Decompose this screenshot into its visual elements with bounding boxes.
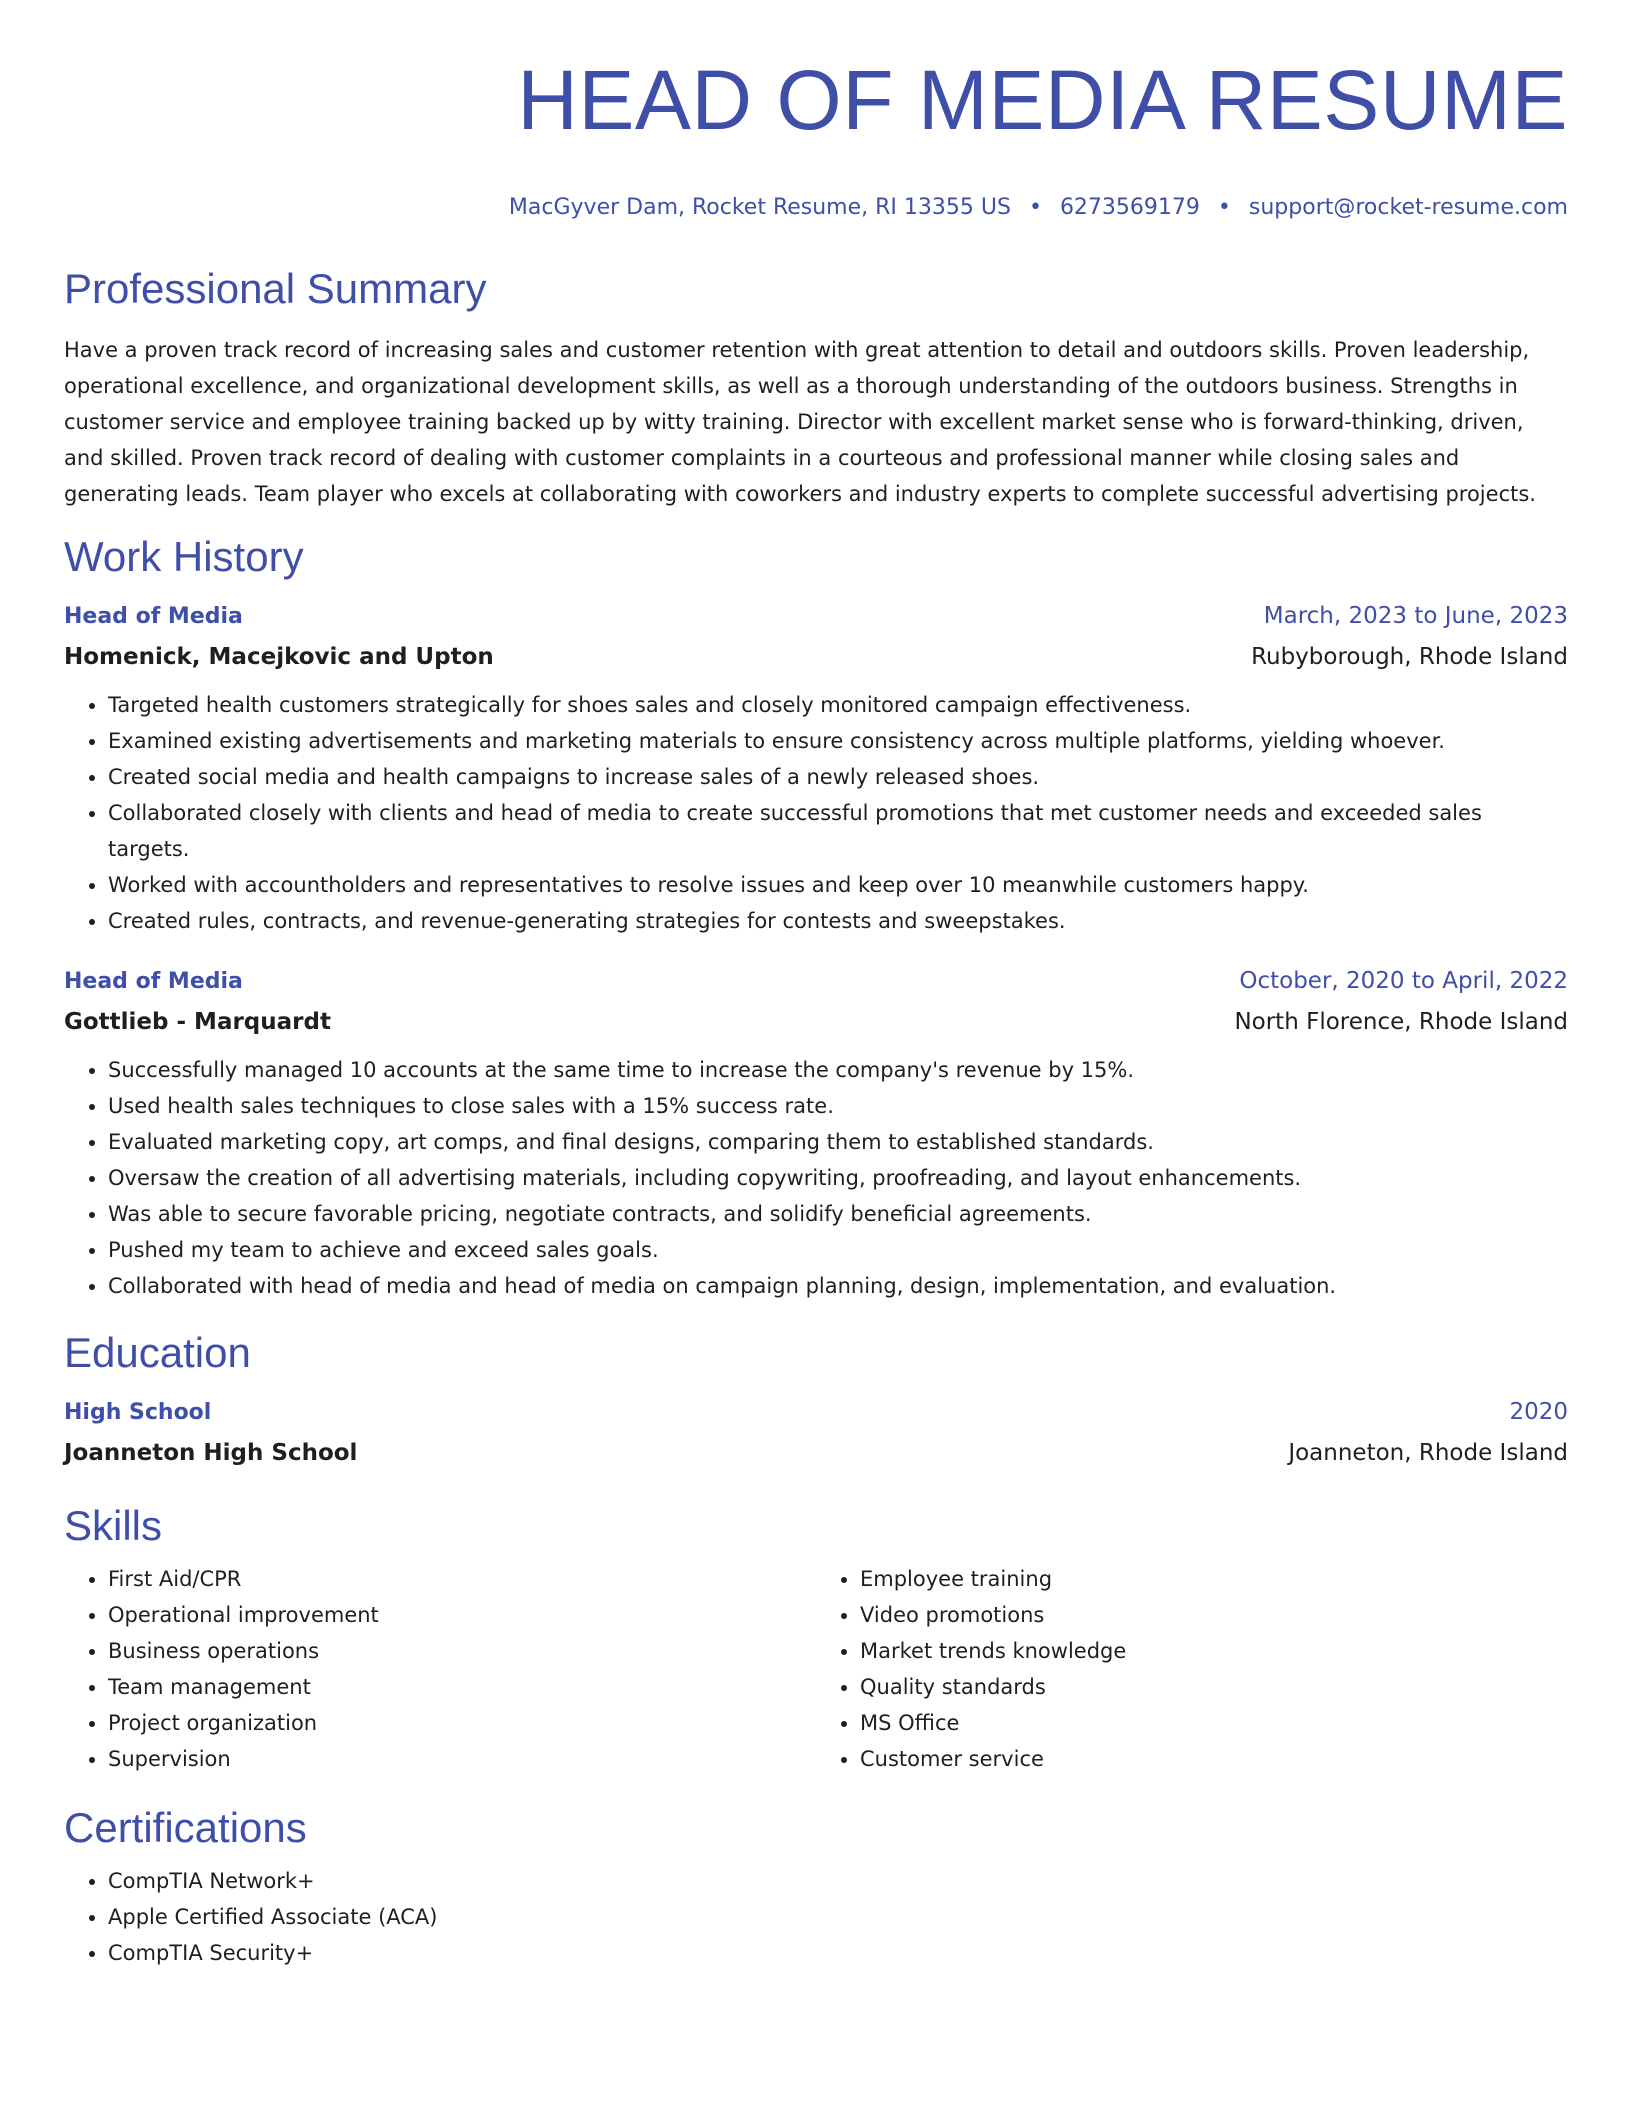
education-degree: High School	[64, 1400, 212, 1425]
job-title: Head of Media	[64, 969, 243, 994]
job-bullets	[64, 687, 1568, 939]
contact-email: support@rocket-resume.com	[1248, 195, 1568, 220]
skill-item: • Employee training	[860, 1561, 1568, 1597]
job-bullet: • Examined existing advertisements and marketing materials to ensure consistency across multiple platforms, yielding whoever.	[108, 723, 1568, 759]
job-location: North Florence, Rhode Island	[1234, 1009, 1568, 1035]
education-school: Joanneton High School	[64, 1440, 358, 1466]
skills-grid	[64, 1561, 1568, 1777]
skill-item: • Supervision	[108, 1741, 816, 1777]
certification-item: • Apple Certified Associate (ACA)	[108, 1899, 1568, 1935]
job-title: Head of Media	[64, 604, 243, 629]
contact-line	[64, 192, 1568, 224]
job-company-row	[64, 1002, 1568, 1042]
summary-heading: Professional Summary	[64, 265, 487, 312]
education-entry	[64, 1392, 1568, 1473]
certification-item: • CompTIA Security+	[108, 1935, 1568, 1971]
job-company-row	[64, 637, 1568, 677]
job-bullet: • Was able to secure favorable pricing, negotiate contracts, and solidify beneficial agreements.	[108, 1196, 1568, 1232]
skills-list	[816, 1561, 1568, 1777]
contact-separator: •	[1217, 195, 1231, 220]
skills-column-left	[64, 1561, 816, 1777]
job-dates: October, 2020 to April, 2022	[1239, 968, 1568, 994]
education-year: 2020	[1509, 1399, 1568, 1425]
skill-item: • MS Office	[860, 1705, 1568, 1741]
resume-title: HEAD OF MEDIA RESUME	[517, 53, 1568, 147]
job-company: Gottlieb - Marquardt	[64, 1009, 331, 1035]
job-location: Rubyborough, Rhode Island	[1251, 644, 1568, 670]
skill-item: • First Aid/CPR	[108, 1561, 816, 1597]
job-bullet: • Worked with accountholders and representatives to resolve issues and keep over 10 meanwhile customers happy.	[108, 867, 1568, 903]
skill-item: • Team management	[108, 1669, 816, 1705]
summary-text: Have a proven track record of increasing sales and customer retention with great attention to detail and outdoors skills. Proven leadership, operational excellence, and organizational development skills, as well as a thorough understanding of the outdoors business. Strengths in customer service and employee training backed up by witty training. Director with excellent market sense who is forward-thinking, driven, and skilled. Proven track record of dealing with customer complaints in a courteous and professional manner while closing sales and generating leads. Team player who excels at collaborating with coworkers and industry experts to complete successful advertising projects.	[64, 338, 1536, 506]
job-bullet: • Collaborated with head of media and head of media on campaign planning, design, implementation, and evaluation.	[108, 1268, 1568, 1304]
education-header-row	[64, 1392, 1568, 1433]
job-bullet: • Used health sales techniques to close sales with a 15% success rate.	[108, 1088, 1568, 1124]
skills-heading: Skills	[64, 1502, 163, 1549]
job-dates: March, 2023 to June, 2023	[1263, 603, 1568, 629]
job-company: Homenick, Macejkovic and Upton	[64, 644, 494, 670]
skill-item: • Customer service	[860, 1741, 1568, 1777]
job-bullets	[64, 1052, 1568, 1304]
skill-item: • Market trends knowledge	[860, 1633, 1568, 1669]
skill-item: • Operational improvement	[108, 1597, 816, 1633]
contact-address: MacGyver Dam, Rocket Resume, RI 13355 US	[508, 195, 1011, 220]
education-heading: Education	[64, 1329, 251, 1376]
work-history-heading: Work History	[64, 533, 304, 580]
job-bullet: • Successfully managed 10 accounts at the same time to increase the company's revenue by 15%.	[108, 1052, 1568, 1088]
job-header-row	[64, 596, 1568, 637]
skill-item: • Project organization	[108, 1705, 816, 1741]
certifications-list	[64, 1863, 1568, 1971]
certification-item: • CompTIA Network+	[108, 1863, 1568, 1899]
job-bullet: • Created rules, contracts, and revenue-generating strategies for contests and sweepstakes.	[108, 903, 1568, 939]
job-entry	[64, 961, 1568, 1304]
contact-phone: 6273569179	[1059, 195, 1200, 220]
job-bullet: • Created social media and health campaigns to increase sales of a newly released shoes.	[108, 759, 1568, 795]
job-bullet: • Collaborated closely with clients and head of media to create successful promotions that met customer needs and exceeded sales targets.	[108, 795, 1568, 867]
job-header-row	[64, 961, 1568, 1002]
job-bullet: • Oversaw the creation of all advertising materials, including copywriting, proofreading, and layout enhancements.	[108, 1160, 1568, 1196]
skills-list	[64, 1561, 816, 1777]
certifications-heading: Certifications	[64, 1804, 307, 1851]
job-bullet: • Evaluated marketing copy, art comps, and final designs, comparing them to established standards.	[108, 1124, 1568, 1160]
contact-separator: •	[1028, 195, 1042, 220]
job-bullet: • Pushed my team to achieve and exceed sales goals.	[108, 1232, 1568, 1268]
skill-item: • Video promotions	[860, 1597, 1568, 1633]
job-entry	[64, 596, 1568, 939]
skill-item: • Business operations	[108, 1633, 816, 1669]
skill-item: • Quality standards	[860, 1669, 1568, 1705]
education-school-row	[64, 1433, 1568, 1473]
skills-column-right	[816, 1561, 1568, 1777]
education-location: Joanneton, Rhode Island	[1288, 1440, 1568, 1466]
job-bullet: • Targeted health customers strategically for shoes sales and closely monitored campaign effectiveness.	[108, 687, 1568, 723]
